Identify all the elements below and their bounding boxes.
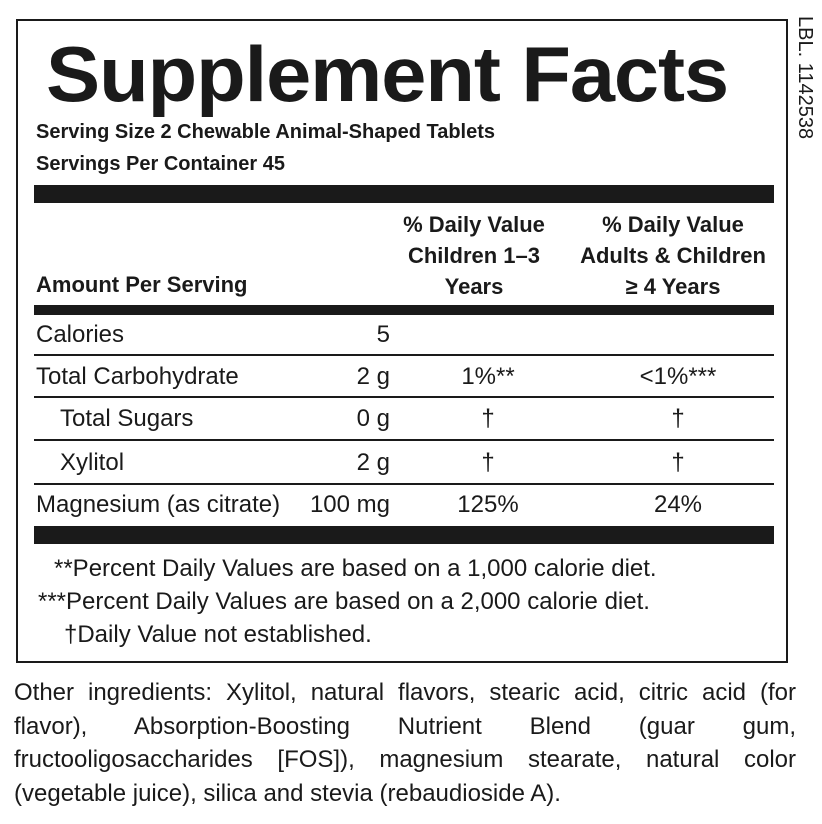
- row-calories-amount: 5: [376, 321, 390, 348]
- thick-rule-top: [34, 185, 774, 203]
- row-magnesium-name: Magnesium (as citrate): [36, 491, 281, 518]
- header-dv-adults-line2: Adults & Children: [580, 243, 766, 268]
- row-sugars-amount: 0 g: [356, 405, 390, 432]
- header-dv-children-line3: Years: [444, 274, 504, 299]
- header-dv-children-line2: Children 1–3: [407, 243, 541, 268]
- header-dv-children: [394, 209, 554, 302]
- thick-rule-bottom: [34, 526, 774, 544]
- row-calories-name: Calories: [36, 321, 125, 348]
- row-sugars-name: Total Sugars: [60, 405, 194, 432]
- row-carbohydrate-dv-adults: <1%***: [639, 363, 717, 390]
- row-xylitol-dv-children: †: [481, 449, 495, 476]
- row-xylitol-amount: 2 g: [356, 449, 390, 476]
- label-code: LBL. 1142538: [794, 16, 816, 140]
- row-carbohydrate-amount: 2 g: [356, 363, 390, 390]
- row-carbohydrate-name: Total Carbohydrate: [36, 363, 239, 390]
- servings-per-container: Servings Per Container 45: [36, 153, 285, 175]
- panel-title: Supplement Facts: [46, 30, 729, 118]
- row-carbohydrate-dv-children: 1%**: [461, 363, 515, 390]
- row-sugars-dv-adults: †: [671, 405, 685, 432]
- footnote-1000-calorie: **Percent Daily Values are based on a 1,000 calorie diet.: [54, 555, 657, 582]
- footnote-dv-not-established: †Daily Value not established.: [64, 621, 372, 648]
- row-divider: [34, 483, 774, 485]
- serving-size: Serving Size 2 Chewable Animal-Shaped Tablets: [36, 121, 496, 143]
- row-divider: [34, 354, 774, 356]
- row-sugars-dv-children: †: [481, 405, 495, 432]
- other-ingredients: Other ingredients: Xylitol, natural flavors, stearic acid, citric acid (for flavor), Absorption-Boosting Nutrient Blend (guar gum, fructooligosaccharides [FOS]), magnesium stearate, natural color (vegetable juice), silica and stevia (rebaudioside A).: [14, 679, 796, 807]
- header-dv-children-line1: % Daily Value: [403, 212, 545, 237]
- amount-per-serving-label: Amount Per Serving: [36, 272, 248, 297]
- row-magnesium-dv-adults: 24%: [653, 491, 703, 518]
- row-magnesium-amount: 100 mg: [309, 491, 390, 518]
- footnote-2000-calorie: ***Percent Daily Values are based on a 2,000 calorie diet.: [38, 588, 650, 615]
- row-xylitol-name: Xylitol: [60, 449, 125, 476]
- header-dv-adults-line3: ≥ 4 Years: [625, 274, 721, 299]
- row-xylitol-dv-adults: †: [671, 449, 685, 476]
- row-divider: [34, 439, 774, 441]
- medium-rule: [34, 305, 774, 315]
- row-divider: [34, 396, 774, 398]
- row-magnesium-dv-children: 125%: [457, 491, 519, 518]
- header-dv-adults: [568, 209, 778, 302]
- supplement-facts-panel: [16, 19, 788, 663]
- header-dv-adults-line1: % Daily Value: [602, 212, 744, 237]
